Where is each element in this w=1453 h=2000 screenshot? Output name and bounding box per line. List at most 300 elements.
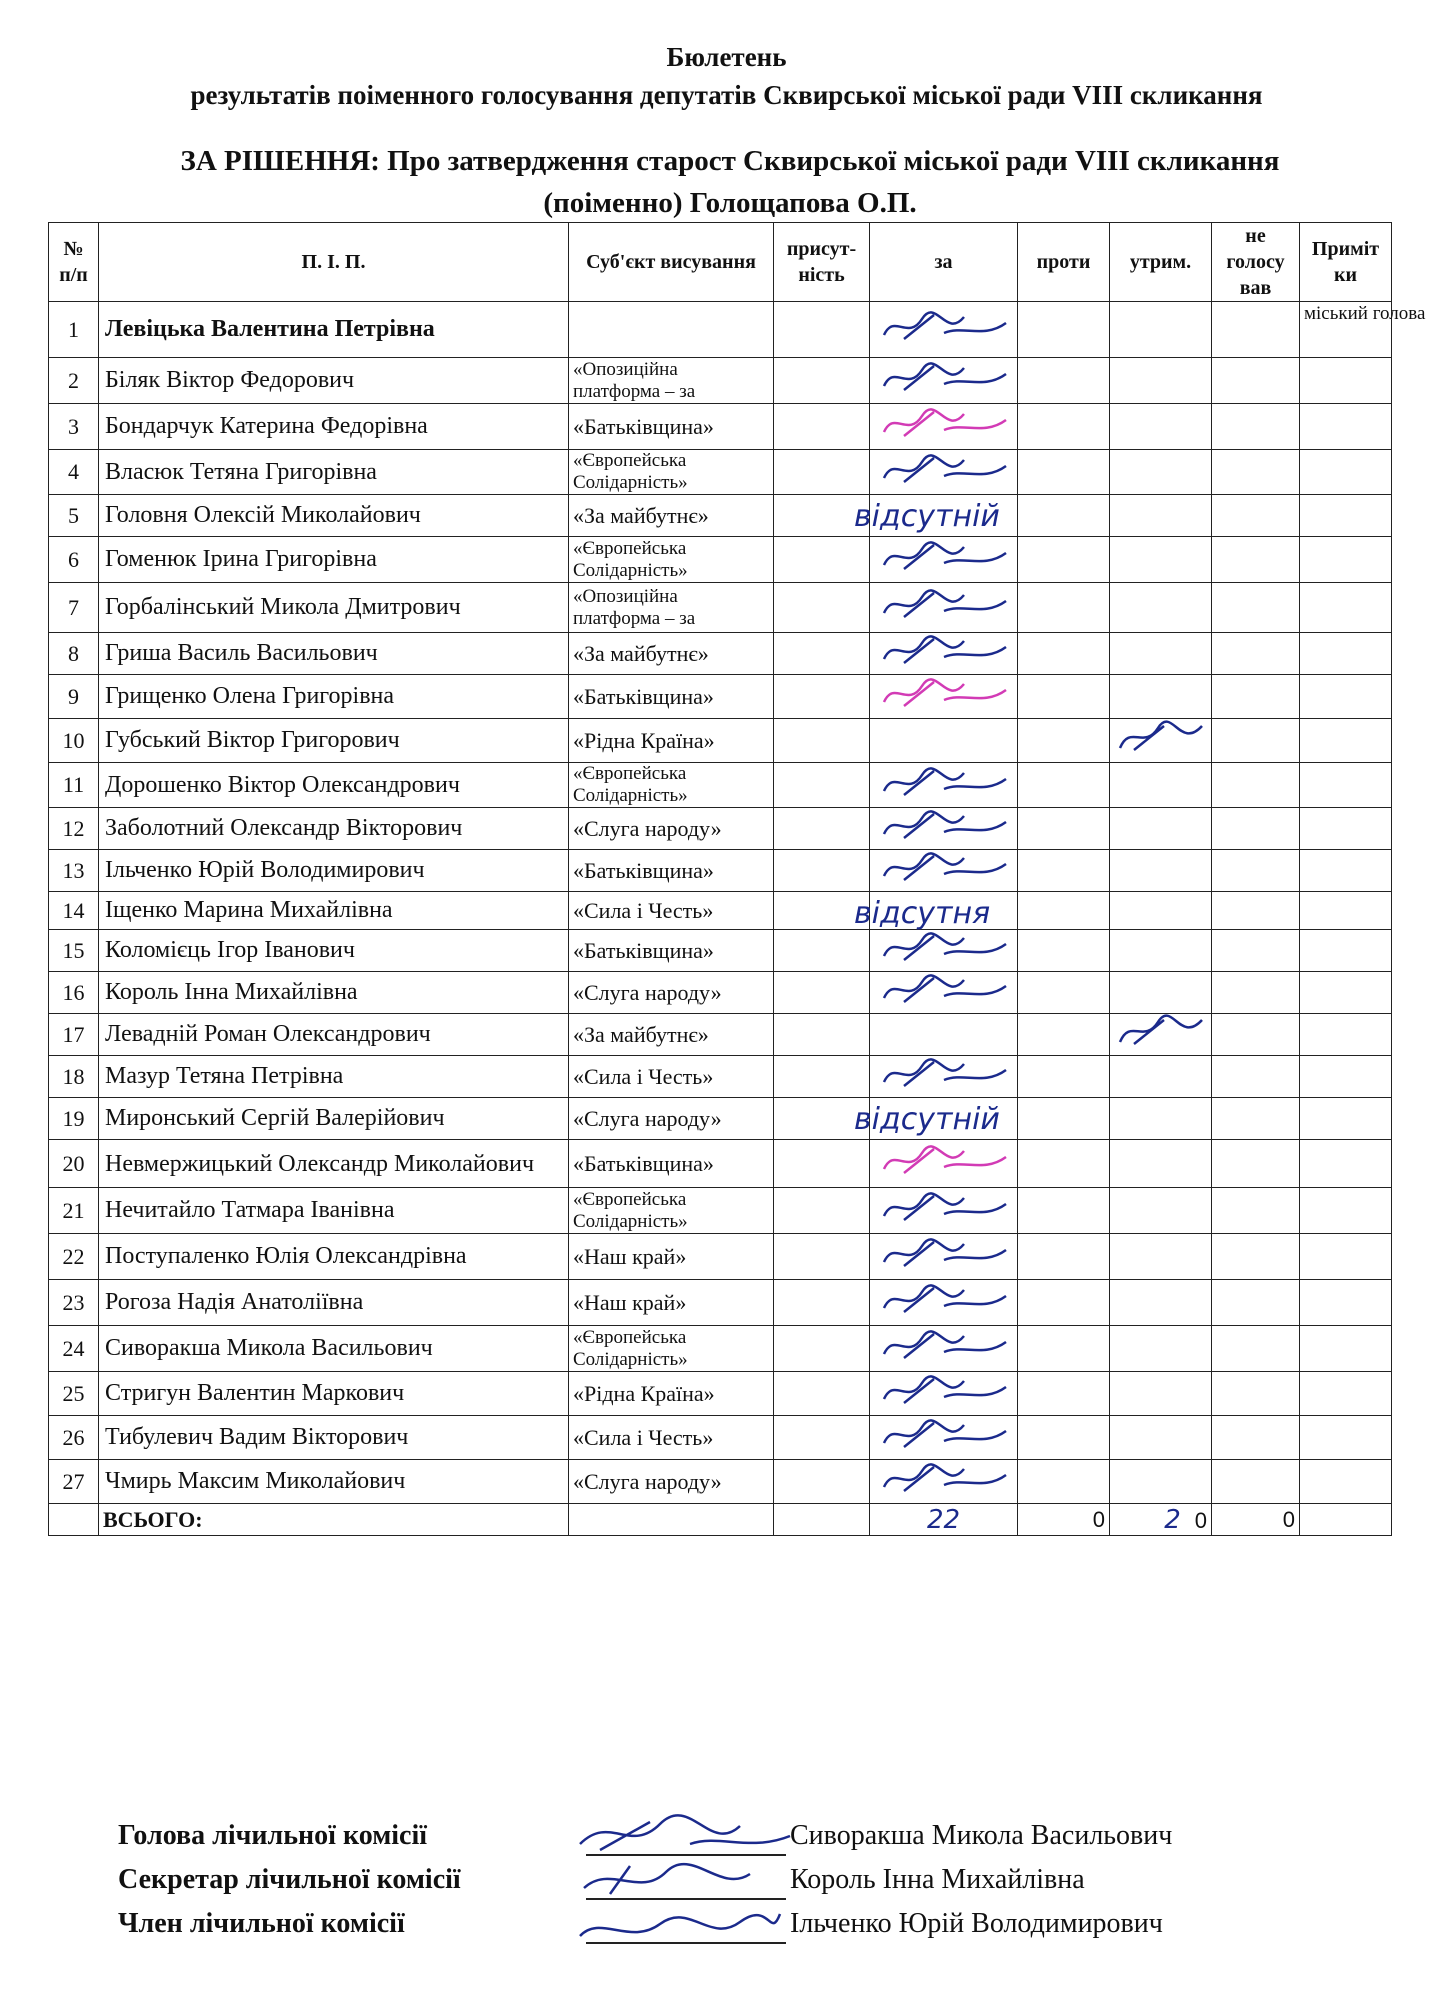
not_voted-cell [1212, 675, 1300, 719]
signature-role: Секретар лічильної комісії [118, 1864, 461, 1895]
abstain-cell [1110, 1140, 1212, 1188]
for-cell [870, 930, 1018, 972]
signature-mark [874, 972, 1014, 1008]
row-number: 18 [49, 1056, 99, 1098]
against-cell [1018, 495, 1110, 537]
not_voted-cell [1212, 1188, 1300, 1234]
not_voted-cell [1212, 1416, 1300, 1460]
signature-mark [874, 633, 1014, 669]
abstain-cell [1110, 850, 1212, 892]
signature-mark [874, 360, 1014, 396]
col-for-header: за [870, 223, 1018, 302]
row-number: 11 [49, 763, 99, 808]
against-cell [1018, 583, 1110, 633]
signature-mark [874, 452, 1014, 488]
present-cell [774, 763, 870, 808]
note-cell [1300, 763, 1392, 808]
present-cell [774, 675, 870, 719]
party-cell [569, 302, 774, 358]
deputy-name: Тибулевич Вадим Вікторович [99, 1416, 569, 1460]
for-cell [870, 850, 1018, 892]
party-cell: «За майбутнє» [569, 495, 774, 537]
against-cell [1018, 930, 1110, 972]
note-cell [1300, 633, 1392, 675]
note-cell: міський голова [1300, 302, 1392, 358]
document-title: Бюлетень [666, 42, 787, 72]
abstain-cell [1110, 972, 1212, 1014]
abstain-cell [1110, 763, 1212, 808]
deputy-name: Гоменюк Ірина Григорівна [99, 537, 569, 583]
against-cell [1018, 1460, 1110, 1504]
party-cell: «Наш край» [569, 1280, 774, 1326]
abstain-cell [1110, 1188, 1212, 1234]
row-number: 2 [49, 358, 99, 404]
for-cell [870, 1056, 1018, 1098]
abstain-cell [1110, 1056, 1212, 1098]
present-cell [774, 972, 870, 1014]
party-cell: «Слуга народу» [569, 972, 774, 1014]
not_voted-cell [1212, 633, 1300, 675]
party-cell: «Батьківщина» [569, 1140, 774, 1188]
not_voted-cell [1212, 583, 1300, 633]
row-number: 17 [49, 1014, 99, 1056]
party-cell: «Європейська Солідарність» [569, 1326, 774, 1372]
signature-mark [874, 539, 1014, 575]
party-cell: «Сила і Честь» [569, 1056, 774, 1098]
party-cell: «Слуга народу» [569, 1098, 774, 1140]
against-cell [1018, 1372, 1110, 1416]
against-cell [1018, 719, 1110, 763]
absent-handwritten-note: відсутня [854, 896, 991, 931]
not_voted-cell [1212, 850, 1300, 892]
abstain-cell [1110, 808, 1212, 850]
row-number: 9 [49, 675, 99, 719]
abstain-cell [1110, 930, 1212, 972]
deputy-name: Гриша Василь Васильович [99, 633, 569, 675]
party-cell: «Європейська Солідарність» [569, 1188, 774, 1234]
signature-name: Сиворакша Микола Васильович [790, 1820, 1173, 1851]
note-cell [1300, 1014, 1392, 1056]
abstain-cell [1110, 1416, 1212, 1460]
table-row [49, 892, 1392, 930]
col-not-voted-header: не голосу вав [1212, 223, 1300, 302]
not_voted-cell [1212, 808, 1300, 850]
commission-signatures-scribble [570, 1814, 800, 1964]
not_voted-cell [1212, 495, 1300, 537]
total-not-voted: 0 [1212, 1504, 1300, 1536]
party-cell: «Європейська Солідарність» [569, 537, 774, 583]
table-row [49, 1098, 1392, 1140]
table-row [49, 404, 1392, 450]
present-cell [774, 633, 870, 675]
for-cell [870, 358, 1018, 404]
table-row [49, 1460, 1392, 1504]
for-cell [870, 583, 1018, 633]
row-number: 8 [49, 633, 99, 675]
table-row [49, 1188, 1392, 1234]
table-row [49, 719, 1392, 763]
row-number: 19 [49, 1098, 99, 1140]
note-cell [1300, 1460, 1392, 1504]
signature-role: Член лічильної комісії [118, 1908, 405, 1939]
for-cell [870, 404, 1018, 450]
row-number: 26 [49, 1416, 99, 1460]
present-cell [774, 930, 870, 972]
not_voted-cell [1212, 358, 1300, 404]
for-cell [870, 1416, 1018, 1460]
for-cell [870, 1372, 1018, 1416]
present-cell [774, 1140, 870, 1188]
abstain-cell [1110, 892, 1212, 930]
abstain-cell [1110, 719, 1212, 763]
deputy-name: Левіцька Валентина Петрівна [99, 302, 569, 358]
note-cell [1300, 972, 1392, 1014]
abstain-cell [1110, 537, 1212, 583]
row-number: 6 [49, 537, 99, 583]
signature-mark [874, 930, 1014, 966]
party-cell: «Опозиційна платформа – за [569, 358, 774, 404]
against-cell [1018, 850, 1110, 892]
row-number: 14 [49, 892, 99, 930]
deputy-name: Миронський Сергій Валерійович [99, 1098, 569, 1140]
col-name-header: П. І. П. [99, 223, 569, 302]
for-cell [870, 1234, 1018, 1280]
not_voted-cell [1212, 1460, 1300, 1504]
for-cell [870, 972, 1018, 1014]
total-label: ВСЬОГО: [99, 1504, 569, 1536]
present-cell [774, 358, 870, 404]
not_voted-cell [1212, 719, 1300, 763]
signature-mark [874, 1143, 1014, 1179]
table-row [49, 495, 1392, 537]
abstain-cell [1110, 358, 1212, 404]
not_voted-cell [1212, 302, 1300, 358]
not_voted-cell [1212, 1098, 1300, 1140]
party-cell: «Батьківщина» [569, 930, 774, 972]
deputy-name: Горбалінський Микола Дмитрович [99, 583, 569, 633]
party-cell: «Слуга народу» [569, 808, 774, 850]
total-for: 22 [870, 1504, 1018, 1536]
for-cell [870, 1140, 1018, 1188]
abstain-cell [1110, 1326, 1212, 1372]
deputy-name: Губський Віктор Григорович [99, 719, 569, 763]
abstain-cell [1110, 1460, 1212, 1504]
row-number: 22 [49, 1234, 99, 1280]
col-abstain-header: утрим. [1110, 223, 1212, 302]
present-cell [774, 1280, 870, 1326]
row-number: 25 [49, 1372, 99, 1416]
present-cell [774, 1326, 870, 1372]
present-cell [774, 302, 870, 358]
signature-mark [874, 1190, 1014, 1226]
row-number: 3 [49, 404, 99, 450]
deputy-name: Головня Олексій Миколайович [99, 495, 569, 537]
not_voted-cell [1212, 1140, 1300, 1188]
col-num-header: № п/п [49, 223, 99, 302]
for-cell [870, 1280, 1018, 1326]
not_voted-cell [1212, 1372, 1300, 1416]
for-cell [870, 1460, 1018, 1504]
for-cell [870, 1014, 1018, 1056]
against-cell [1018, 633, 1110, 675]
note-cell [1300, 358, 1392, 404]
row-number: 13 [49, 850, 99, 892]
note-cell [1300, 1416, 1392, 1460]
not_voted-cell [1212, 930, 1300, 972]
table-row [49, 1372, 1392, 1416]
deputy-name: Нечитайло Татмара Іванівна [99, 1188, 569, 1234]
decision-heading [60, 140, 1400, 224]
note-cell [1300, 450, 1392, 495]
col-against-header: проти [1018, 223, 1110, 302]
total-row [49, 1504, 1392, 1536]
row-number: 20 [49, 1140, 99, 1188]
present-cell [774, 808, 870, 850]
absent-handwritten-note: відсутній [854, 499, 1000, 534]
signature-name: Король Інна Михайлівна [790, 1864, 1085, 1895]
signature-mark [874, 1236, 1014, 1272]
table-row [49, 1056, 1392, 1098]
not_voted-cell [1212, 1280, 1300, 1326]
table-row [49, 358, 1392, 404]
table-row [49, 930, 1392, 972]
signature-mark [874, 309, 1014, 345]
deputy-name: Бондарчук Катерина Федорівна [99, 404, 569, 450]
deputy-name: Мазур Тетяна Петрівна [99, 1056, 569, 1098]
table-row [49, 1234, 1392, 1280]
party-cell: «Батьківщина» [569, 404, 774, 450]
deputy-name: Біляк Віктор Федорович [99, 358, 569, 404]
note-cell [1300, 808, 1392, 850]
abstain-cell [1110, 1234, 1212, 1280]
table-row [49, 1416, 1392, 1460]
abstain-cell [1110, 1372, 1212, 1416]
deputy-name: Король Інна Михайлівна [99, 972, 569, 1014]
signature-mark [874, 1328, 1014, 1364]
signature-mark [874, 1461, 1014, 1497]
against-cell [1018, 892, 1110, 930]
deputy-name: Заболотний Олександр Вікторович [99, 808, 569, 850]
deputy-name: Рогоза Надія Анатоліївна [99, 1280, 569, 1326]
against-cell [1018, 675, 1110, 719]
for-cell [870, 450, 1018, 495]
not_voted-cell [1212, 763, 1300, 808]
not_voted-cell [1212, 1234, 1300, 1280]
party-cell: «Слуга народу» [569, 1460, 774, 1504]
signature-mark [874, 1056, 1014, 1092]
present-cell [774, 1014, 870, 1056]
present-cell [774, 1188, 870, 1234]
not_voted-cell [1212, 892, 1300, 930]
note-cell [1300, 675, 1392, 719]
row-number: 23 [49, 1280, 99, 1326]
party-cell: «Європейська Солідарність» [569, 450, 774, 495]
abstain-cell [1110, 302, 1212, 358]
note-cell [1300, 1140, 1392, 1188]
not_voted-cell [1212, 450, 1300, 495]
total-against: 0 [1018, 1504, 1110, 1536]
row-number: 27 [49, 1460, 99, 1504]
present-cell [774, 850, 870, 892]
table-row [49, 763, 1392, 808]
note-cell [1300, 1098, 1392, 1140]
deputy-name: Невмержицький Олександр Миколайович [99, 1140, 569, 1188]
not_voted-cell [1212, 1326, 1300, 1372]
signature-mark [874, 808, 1014, 844]
against-cell [1018, 358, 1110, 404]
signature-name: Ільченко Юрій Володимирович [790, 1908, 1163, 1939]
for-cell [870, 719, 1018, 763]
signature-mark [874, 1282, 1014, 1318]
row-number: 12 [49, 808, 99, 850]
deputy-name: Ільченко Юрій Володимирович [99, 850, 569, 892]
against-cell [1018, 302, 1110, 358]
signature-mark [874, 676, 1014, 712]
note-cell [1300, 1326, 1392, 1372]
present-cell [774, 1056, 870, 1098]
present-cell [774, 1416, 870, 1460]
voting-table [48, 222, 1426, 1536]
for-cell [870, 763, 1018, 808]
table-row [49, 302, 1392, 358]
table-row [49, 633, 1392, 675]
party-cell: «Рідна Країна» [569, 1372, 774, 1416]
signature-mark [874, 1373, 1014, 1409]
row-number: 16 [49, 972, 99, 1014]
party-cell: «Сила і Честь» [569, 1416, 774, 1460]
decision-line-2: (поіменно) Голощапова О.П. [543, 187, 917, 219]
for-cell [854, 495, 1018, 537]
abstain-cell [1110, 495, 1212, 537]
against-cell [1018, 1326, 1110, 1372]
abstain-cell [1110, 404, 1212, 450]
against-cell [1018, 808, 1110, 850]
table-row [49, 1326, 1392, 1372]
total-abstain-cell [1110, 1504, 1212, 1536]
table-row [49, 972, 1392, 1014]
deputy-name: Поступаленко Юлія Олександрівна [99, 1234, 569, 1280]
for-cell [870, 808, 1018, 850]
note-cell [1300, 892, 1392, 930]
signature-role: Голова лічильної комісії [118, 1820, 428, 1851]
table-row [49, 1014, 1392, 1056]
note-cell [1300, 1372, 1392, 1416]
party-cell: «Опозиційна платформа – за [569, 583, 774, 633]
abstain-cell [1110, 1098, 1212, 1140]
signature-mark [874, 850, 1014, 886]
deputy-name: Сиворакша Микола Васильович [99, 1326, 569, 1372]
party-cell: «Батьківщина» [569, 675, 774, 719]
against-cell [1018, 1098, 1110, 1140]
against-cell [1018, 450, 1110, 495]
for-cell [870, 633, 1018, 675]
not_voted-cell [1212, 1056, 1300, 1098]
row-number: 21 [49, 1188, 99, 1234]
for-cell [870, 302, 1018, 358]
note-cell [1300, 1280, 1392, 1326]
present-cell [774, 1234, 870, 1280]
present-cell [774, 450, 870, 495]
table-row [49, 808, 1392, 850]
present-cell [774, 719, 870, 763]
row-number: 15 [49, 930, 99, 972]
decision-line-1: ЗА РІШЕННЯ: Про затвердження старост Сквирської міської ради VIII скликання [180, 145, 1280, 177]
against-cell [1018, 1416, 1110, 1460]
signature-mark [874, 406, 1014, 442]
deputy-name: Грищенко Олена Григорівна [99, 675, 569, 719]
note-cell [1300, 850, 1392, 892]
for-cell [870, 1188, 1018, 1234]
row-number: 5 [49, 495, 99, 537]
row-number: 4 [49, 450, 99, 495]
present-cell [774, 583, 870, 633]
table-row [49, 850, 1392, 892]
note-cell [1300, 583, 1392, 633]
against-cell [1018, 1234, 1110, 1280]
party-cell: «Батьківщина» [569, 850, 774, 892]
note-cell [1300, 1188, 1392, 1234]
deputy-name: Левадній Роман Олександрович [99, 1014, 569, 1056]
note-cell [1300, 404, 1392, 450]
against-cell [1018, 1140, 1110, 1188]
abstain-cell [1110, 450, 1212, 495]
table-header-row [49, 223, 1392, 302]
party-cell: «Наш край» [569, 1234, 774, 1280]
for-cell [854, 892, 1018, 931]
row-number: 1 [49, 302, 99, 358]
note-cell [1300, 495, 1392, 537]
present-cell [774, 404, 870, 450]
party-cell: «Сила і Честь» [569, 892, 774, 930]
against-cell [1018, 404, 1110, 450]
against-cell [1018, 763, 1110, 808]
table-row [49, 537, 1392, 583]
note-cell [1300, 930, 1392, 972]
against-cell [1018, 1188, 1110, 1234]
signature-mark [1114, 1014, 1210, 1050]
party-cell: «Рідна Країна» [569, 719, 774, 763]
table-row [49, 1280, 1392, 1326]
total-abstain: 0 [1194, 1507, 1207, 1533]
note-cell [1300, 537, 1392, 583]
note-cell [1300, 1234, 1392, 1280]
against-cell [1018, 537, 1110, 583]
signature-mark [874, 1417, 1014, 1453]
present-cell [774, 1460, 870, 1504]
abstain-cell [1110, 675, 1212, 719]
note-cell [1300, 1056, 1392, 1098]
signature-mark [1114, 720, 1210, 756]
note-cell [1300, 719, 1392, 763]
row-number: 7 [49, 583, 99, 633]
abstain-cell [1110, 1280, 1212, 1326]
abstain-cell [1110, 633, 1212, 675]
signature-mark [874, 587, 1014, 623]
party-cell: «За майбутнє» [569, 1014, 774, 1056]
table-row [49, 583, 1392, 633]
deputy-name: Дорошенко Віктор Олександрович [99, 763, 569, 808]
against-cell [1018, 1280, 1110, 1326]
abstain-cell [1110, 1014, 1212, 1056]
table-row [49, 675, 1392, 719]
deputy-name: Іщенко Марина Михайлівна [99, 892, 569, 930]
party-cell: «За майбутнє» [569, 633, 774, 675]
party-cell: «Європейська Солідарність» [569, 763, 774, 808]
present-cell [774, 537, 870, 583]
not_voted-cell [1212, 1014, 1300, 1056]
col-party-header: Суб'єкт висування [569, 223, 774, 302]
deputy-name: Власюк Тетяна Григорівна [99, 450, 569, 495]
